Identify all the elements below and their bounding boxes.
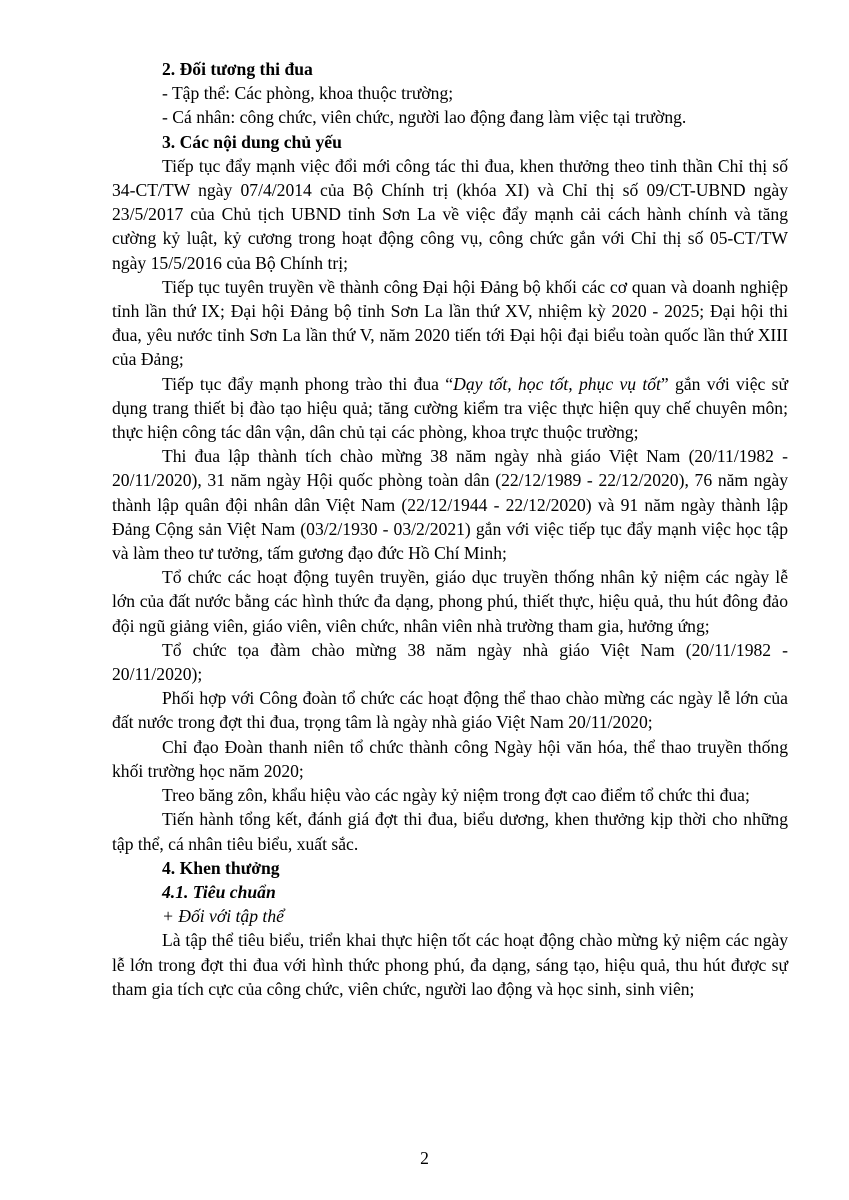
page-number: 2 xyxy=(420,1148,429,1168)
section-3-paragraph: Phối hợp với Công đoàn tổ chức các hoạt động thể thao chào mừng các ngày lễ lớn của đất nước trong đợt thi đua, trọng tâm là ngày nhà giáo Việt Nam 20/11/2020; xyxy=(112,688,788,733)
section-3-paragraph: Tiếp tục tuyên truyền về thành công Đại hội Đảng bộ khối các cơ quan và doanh nghiệp tỉnh lần thứ IX; Đại hội Đảng bộ tỉnh Sơn La lần thứ XV, nhiệm kỳ 2020 - 2025; Đại hội thi đua, yêu nước tỉnh Sơn La lần thứ V, năm 2020 tiến tới Đại hội đại biểu toàn quốc lần thứ XIII của Đảng; xyxy=(112,276,788,370)
section-4-1-heading: 4.1. Tiêu chuẩn xyxy=(162,881,276,902)
document-page xyxy=(112,57,788,1001)
section-2-heading: 2. Đối tương thi đua xyxy=(162,59,313,79)
section-3-paragraph: Thi đua lập thành tích chào mừng 38 năm ngày nhà giáo Việt Nam (20/11/1982 - 20/11/2020), 31 năm ngày Hội quốc phòng toàn dân (22/12/1989 - 22/12/2020), 76 năm ngày thành lập quân đội nhân dân Việt Nam (22/12/1944 - 22/12/2020) và 91 năm ngày thành lập Đảng Cộng sản Việt Nam (03/2/1930 - 03/2/2021) gắn với việc tiếp tục đẩy mạnh việc học tập và làm theo tư tưởng, tấm gương đạo đức Hồ Chí Minh; xyxy=(112,446,788,564)
collective-criteria-paragraph: Là tập thể tiêu biểu, triển khai thực hiện tốt các hoạt động chào mừng kỷ niệm các ngày lễ lớn trong đợt thi đua với hình thức phong phú, đa dạng, sáng tạo, hiệu quả, thu hút được sự tham gia tích cực của công chức, viên chức, người lao động và học sinh, sinh viên; xyxy=(112,930,788,999)
section-3-paragraph: Tiến hành tổng kết, đánh giá đợt thi đua, biểu dương, khen thưởng kịp thời cho những tập thể, cá nhân tiêu biểu, xuất sắc. xyxy=(112,809,788,854)
section-3-paragraph-emulation-slogan xyxy=(112,372,788,445)
section-2-item-collective: - Tập thể: Các phòng, khoa thuộc trường; xyxy=(162,83,454,104)
emulation-slogan: Dạy tốt, học tốt, phục vụ tốt xyxy=(453,373,661,394)
collective-criteria-heading: + Đối với tập thể xyxy=(162,906,284,927)
paragraph-text: ” gắn với việc sử dụng trang thiết bị đào tạo hiệu quả; tăng cường kiểm tra việc thực hiện quy chế chuyên môn; thực hiện công tác dân vận, dân chủ tại các phòng, khoa trực thuộc trường; xyxy=(112,373,788,443)
section-2-item-individual: - Cá nhân: công chức, viên chức, người lao động đang làm việc tại trường. xyxy=(162,107,687,128)
section-3-paragraph: Treo băng zôn, khẩu hiệu vào các ngày kỷ niệm trong đợt cao điểm tổ chức thi đua; xyxy=(162,785,750,806)
paragraph-text: Tiếp tục đẩy mạnh phong trào thi đua “ xyxy=(162,373,454,394)
section-4-heading: 4. Khen thưởng xyxy=(162,857,280,878)
section-3-paragraph: Chỉ đạo Đoàn thanh niên tổ chức thành công Ngày hội văn hóa, thể thao truyền thống khối trường học năm 2020; xyxy=(112,736,788,781)
section-3-paragraph: Tổ chức tọa đàm chào mừng 38 năm ngày nhà giáo Việt Nam (20/11/1982 - 20/11/2020); xyxy=(112,639,788,685)
section-3-paragraph: Tiếp tục đẩy mạnh việc đổi mới công tác thi đua, khen thưởng theo tinh thần Chỉ thị số 34-CT/TW ngày 07/4/2014 của Bộ Chính trị (khóa XI) và Chỉ thị số 09/CT-UBND ngày 23/5/2017 của Chủ tịch UBND tỉnh Sơn La về việc đẩy mạnh cải cách hành chính và tăng cường kỷ luật, kỷ cương trong hoạt động công vụ, công chức gắn với Chỉ thị số 05-CT/TW ngày 15/5/2016 của Bộ Chính trị; xyxy=(112,155,788,273)
section-3-heading: 3. Các nội dung chủ yếu xyxy=(162,131,342,152)
section-3-paragraph: Tổ chức các hoạt động tuyên truyền, giáo dục truyền thống nhân kỷ niệm các ngày lễ lớn của đất nước bằng các hình thức đa dạng, phong phú, thiết thực, hiệu quả, thu hút đông đảo đội ngũ giảng viên, giáo viên, viên chức, nhân viên nhà trường tham gia, hưởng ứng; xyxy=(112,567,788,636)
